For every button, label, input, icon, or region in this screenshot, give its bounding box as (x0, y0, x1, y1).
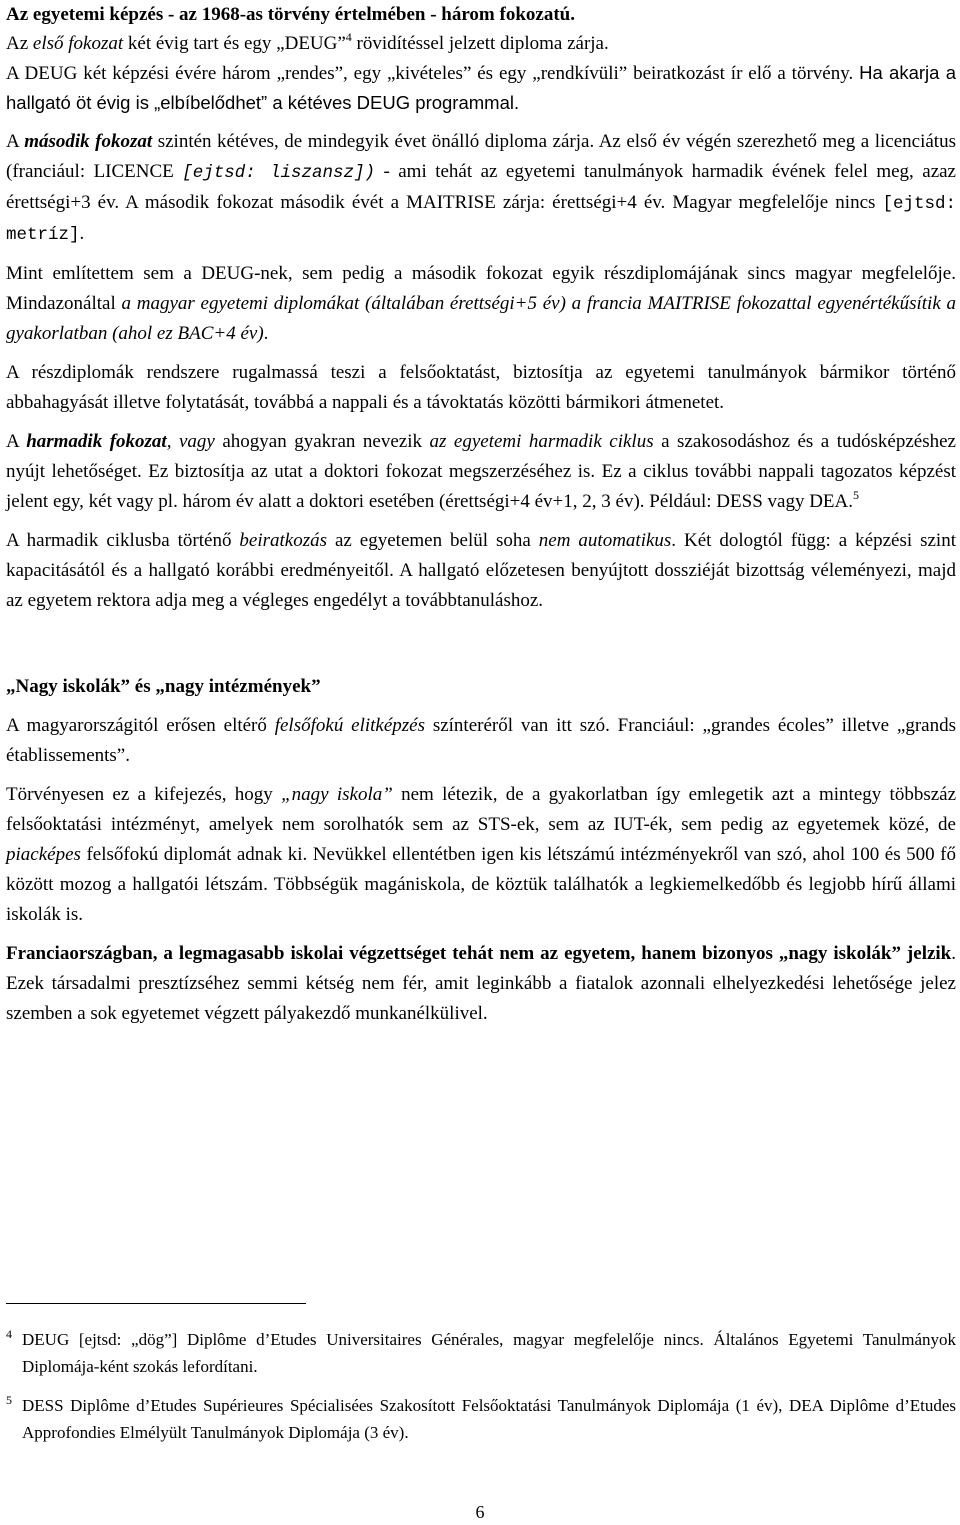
text: - ami tehát az egyetemi tanulmányok harmadik évének felel meg, azaz érettségi+3 év. (6, 161, 956, 213)
text-sans: Ha akarja a hallgató öt évig is „elbíbelődhet” a kétéves DEUG programmal. (6, 62, 956, 113)
text: nem létezik, de a gyakorlatban így emlegetik azt a mintegy többszáz felsőoktatási intézményt, amelyek nem sorolhatók sem az STS-ek, sem az IUT-ék, sem pedig az egyetemek közé, de (6, 784, 957, 835)
emphasis-not-automatic: nem automatikus (538, 530, 672, 551)
footnote-number: 4 (6, 1327, 12, 1341)
footnote-divider (6, 1303, 306, 1304)
paragraph-grand-ecoles (6, 780, 956, 930)
emphasis-third-cycle: az egyetemi harmadik ciklus (429, 431, 654, 452)
footnote-5 (6, 1392, 956, 1446)
text: színteréről van itt szó. Franciául: „grandes écoles” illetve „grands établissements”. (6, 715, 956, 766)
footnote-number: 5 (6, 1393, 12, 1407)
text: Törvényesen ez a kifejezés, hogy (6, 784, 282, 805)
text: szintén kétéves, de mindegyik évet önálló diploma zárja. (152, 131, 599, 152)
text: két évig tart és egy „DEUG” (123, 33, 346, 54)
pronunciation-maitrise: [ejtsd: metríz] (6, 194, 956, 245)
paragraph-second-degree (6, 127, 956, 250)
emphasis-highest-qualification: Franciaországban, a legmagasabb iskolai végzettséget tehát nem az egyetem, hanem bizonyos „nagy iskolák” jelzik (6, 943, 952, 964)
text: A magyarországitól erősen eltérő (6, 715, 275, 736)
footnotes (6, 1326, 956, 1446)
text: felsőfokú diplomát adnak ki. Nevükkel ellentétben igen kis létszámú intézményekről van szó, ahol 100 és 500 fő között mozog a hallgatói létszám. Többségük magániskola, de köztük találhatók a legkiemelkedőbb és legjobb hírű állami iskolák is. (6, 844, 956, 925)
footnote-4 (6, 1326, 956, 1380)
text: . Ezek társadalmi presztízséhez semmi kétség nem fér, amit leginkább a fiatalok azonnali elhelyezkedési lehetősége jelez szemben a sok egyetemet végzett pályakezdő munkanélkülivel. (6, 943, 956, 1024)
text: Mindazonáltal (6, 293, 122, 314)
emphasis-second-degree: második fokozat (24, 131, 153, 152)
text: A (6, 431, 27, 452)
pronunciation-licence: [ejtsd: liszansz]) (182, 163, 375, 183)
emphasis-third-degree: harmadik fokozat (26, 431, 167, 452)
page-body (6, 0, 956, 1029)
text: A DEUG két képzési évére három „rendes”, egy „kivételes” és egy „rendkívüli” beiratkozást ír elő a törvény. (6, 63, 860, 84)
page-number: 6 (475, 1502, 485, 1522)
text: Mint említettem sem a DEUG-nek, sem pedig a második fokozat egyik részdiplomájának sincs magyar megfelelője. (6, 263, 956, 284)
emphasis-first-degree: első fokozat (32, 33, 124, 54)
paragraph-enrollment (6, 526, 956, 616)
paragraph-first-degree (6, 0, 956, 118)
text: rövidítéssel jelzett diploma zárja. (351, 33, 609, 54)
text: . (79, 223, 85, 244)
text: . (263, 323, 269, 344)
footnote-ref-5[interactable]: 5 (853, 488, 859, 502)
text-italic: , vagy (166, 431, 215, 452)
footnote-ref-4[interactable]: 4 (345, 30, 352, 44)
paragraph-elite-education (6, 711, 956, 771)
text: A harmadik ciklusba történő (6, 530, 240, 551)
paragraph-partial-diplomas: A részdiplomák rendszere rugalmassá teszi a felsőoktatást, biztosítja az egyetemi tanulmányok bármikor történő abbahagyását illetve folytatását, továbbá a nappali és a távoktatás közötti bármikori átmenetet. (6, 362, 956, 413)
paragraph-third-degree (6, 427, 956, 517)
section-heading: „Nagy iskolák” és „nagy intézmények” (6, 676, 321, 697)
text: A (6, 131, 25, 152)
text: A második fokozat második évét a MAITRISE zárja: érettségi+4 év. (125, 192, 673, 213)
text: Magyar megfelelője nincs (672, 192, 883, 213)
emphasis-elite-education: felsőfokú elitképzés (274, 715, 425, 736)
emphasis-enrollment: beiratkozás (239, 530, 328, 551)
emphasis-marketable: piacképes (6, 844, 81, 865)
text: . Két dologtól függ: a képzési szint kapacitásától és a hallgató korábbi eredményeitől. A hallgató előzetesen benyújtott dossziéját bizottság véleményezi, majd az egyetem rektora adja meg a végleges engedélyt a továbbtanuláshoz. (6, 530, 956, 611)
emphasis-nagy-iskola: „nagy iskola” (281, 784, 393, 805)
intro-sentence: Az egyetemi képzés - az 1968-as törvény értelmében - három fokozatú. (6, 4, 575, 25)
text: Az (6, 33, 33, 54)
footnote-text: DEUG [ejtsd: „dög”] Diplôme d’Etudes Universitaires Générales, magyar megfelelője nincs. Általános Egyetemi Tanulmányok Diplomája-ként szokás lefordítani. (22, 1330, 956, 1376)
emphasis-equivalence: a magyar egyetemi diplomákat (általában érettségi+5 év) a francia MAITRISE fokozattal egyenértékűsítik a gyakorlatban (ahol ez BAC+4 év) (6, 293, 957, 344)
text: Az első év végén szerezhető meg a licenciátus (franciául: LICENCE (6, 131, 956, 182)
paragraph-prestige (6, 939, 956, 1029)
text: ahogyan gyakran nevezik (214, 431, 430, 452)
paragraph-equivalence (6, 259, 956, 349)
text: a szakosodáshoz és a tudósképzéshez nyújt lehetőséget. Ez biztosítja az utat a doktori fokozat megszerzéséhez is. Ez a ciklus további nappali tagozatos képzést jelent egy, két vagy pl. három év alatt a doktori esetében (érettségi+4 év+1, 2, 3 év). Például: DESS vagy DEA. (6, 431, 956, 512)
text: az egyetemen belül soha (327, 530, 539, 551)
footnote-text: DESS Diplôme d’Etudes Supérieures Spécialisées Szakosított Felsőoktatási Tanulmányok Diplomája (1 év), DEA Diplôme d’Etudes Approfondies Elmélyült Tanulmányok Diplomája (3 év). (22, 1396, 956, 1442)
